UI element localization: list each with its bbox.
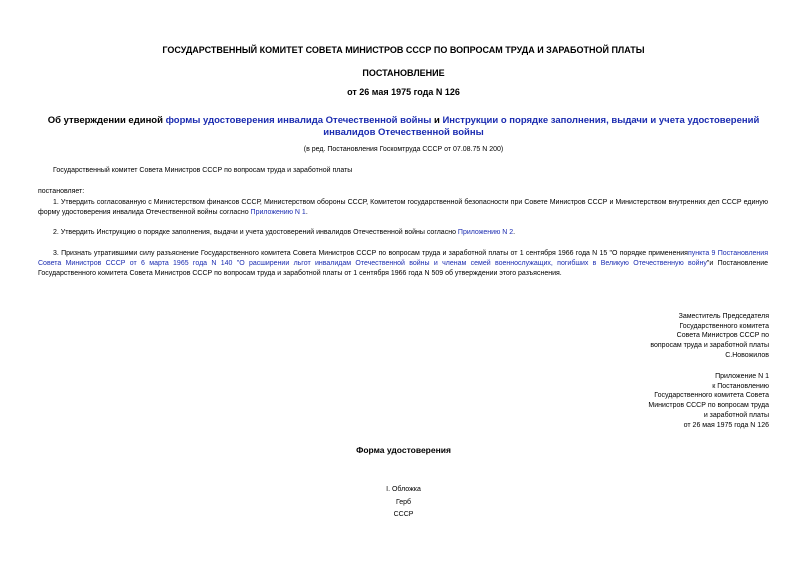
paragraph-2: [38, 228, 768, 238]
appendix-line: Государственного комитета Совета: [654, 392, 769, 400]
paragraph-3-end: "и Постановление Государственного комитета Совета Министров СССР по вопросам труда и заработной платы от 1 сентября 1966 года N 509 об утверждении этого разъяснения.: [38, 260, 768, 277]
appendix-2-link[interactable]: Приложению N 2: [457, 229, 514, 236]
doc-type-heading: ПОСТАНОВЛЕНИЕ: [362, 68, 445, 78]
paragraph-2-end: .: [513, 229, 516, 236]
decree-140-link[interactable]: пункта 9 Постановления Совета Министров СССР от 6 марта 1965 года N 140 "О расширении льгот инвалидам Отечественной войны и членам семей военнослужащих, погибших в Великую Отечественную войну: [38, 250, 768, 267]
intro-paragraph: Государственный комитет Совета Министров СССР по вопросам труда и заработной платы: [53, 167, 353, 174]
org-heading: ГОСУДАРСТВЕННЫЙ КОМИТЕТ СОВЕТА МИНИСТРОВ СССР ПО ВОПРОСАМ ТРУДА И ЗАРАБОТНОЙ ПЛАТЫ: [162, 45, 645, 55]
cover-country-text: СССР: [393, 511, 414, 518]
redaction-note: (в ред. Постановления Госкомтруда СССР от 07.08.75 N 200): [303, 146, 504, 153]
appendix-line: Приложение N 1: [715, 373, 769, 380]
title-link-form[interactable]: формы удостоверения инвалида Отечественной войны: [165, 115, 432, 126]
signature-line: вопросам труда и заработной платы: [650, 342, 769, 350]
paragraph-3: [38, 249, 768, 279]
appendix-line: от 26 мая 1975 года N 126: [683, 421, 769, 429]
appendix-line: к Постановлению: [712, 382, 769, 390]
paragraph-3-text: 3. Признать утратившими силу разъяснение Государственного комитета Совета Министров СССР по вопросам труда и заработной платы от 1 сентября 1966 года N 15 "О порядке применения: [53, 250, 688, 257]
paragraph-1: [38, 198, 768, 218]
form-title: Форма удостоверения: [356, 445, 451, 455]
paragraph-1-text: 1. Утвердить согласованную с Министерством финансов СССР, Министерством обороны СССР, Комитетом государственной безопасности при Совете Министров СССР и Министерством внутренних дел СССР единую форму удостоверения инвалида Отечественной войны согласно: [38, 199, 768, 216]
signature-line: Государственного комитета: [679, 322, 769, 330]
signature-line: Заместитель Председателя: [678, 313, 769, 320]
title-text: и: [431, 115, 443, 126]
paragraph-2-text: 2. Утвердить Инструкцию о порядке заполнения, выдачи и учета удостоверений инвалидов Отечественной войны согласно: [53, 229, 458, 236]
doc-date-heading: от 26 мая 1975 года N 126: [347, 87, 460, 97]
appendix-line: Министров СССР по вопросам труда: [648, 402, 769, 410]
cover-section-heading: I. Обложка: [386, 486, 421, 493]
appendix-1-link[interactable]: Приложению N 1: [250, 209, 306, 216]
cover-emblem-text: Герб: [395, 499, 412, 506]
paragraph-1-end: .: [305, 209, 308, 216]
appendix-line: и заработной платы: [703, 411, 769, 419]
appendix-header: [549, 372, 769, 430]
title-link-instruction[interactable]: Инструкции о порядке заполнения, выдачи и учета удостоверений инвалидов Отечественной войны: [323, 115, 760, 138]
document-title: [28, 115, 779, 139]
signature-block: [549, 312, 769, 361]
signature-line: Совета Министров СССР по: [676, 332, 769, 340]
resolves-paragraph: постановляет:: [38, 188, 85, 195]
title-text: Об утверждении единой: [47, 115, 166, 126]
signature-name: С.Новожилов: [725, 351, 769, 359]
